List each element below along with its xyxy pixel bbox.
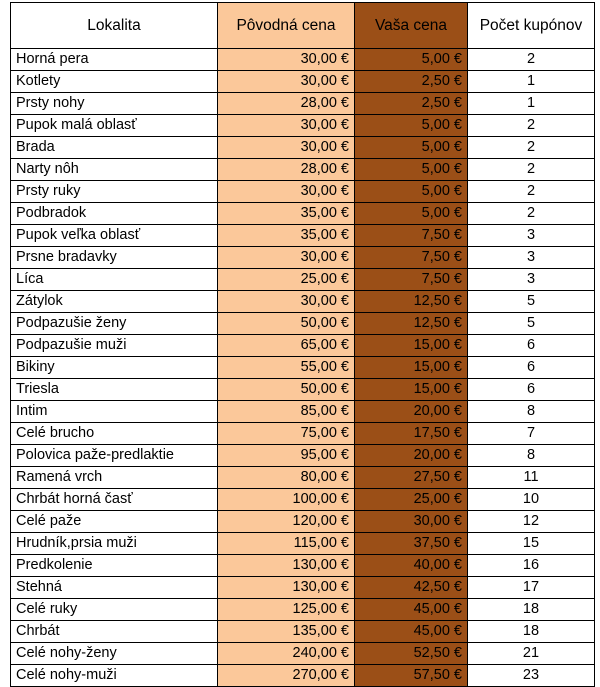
original-price-cell: 30,00 € (218, 247, 355, 269)
location-cell: Podbradok (11, 203, 218, 225)
your-price-cell: 5,00 € (355, 49, 468, 71)
location-cell: Polovica paže-predlaktie (11, 445, 218, 467)
your-price-cell: 2,50 € (355, 71, 468, 93)
coupon-count-cell: 2 (468, 203, 595, 225)
table-row (11, 335, 595, 357)
header-your-price: Vaša cena (355, 3, 468, 49)
location-cell: Horná pera (11, 49, 218, 71)
your-price-cell: 5,00 € (355, 159, 468, 181)
coupon-count-cell: 2 (468, 115, 595, 137)
coupon-count-cell: 2 (468, 181, 595, 203)
header-row (11, 3, 595, 49)
table-row (11, 577, 595, 599)
location-cell: Chrbát horná časť (11, 489, 218, 511)
table-row (11, 137, 595, 159)
table-row (11, 71, 595, 93)
original-price-cell: 95,00 € (218, 445, 355, 467)
location-cell: Chrbát (11, 621, 218, 643)
coupon-count-cell: 7 (468, 423, 595, 445)
table-row (11, 93, 595, 115)
table-row (11, 49, 595, 71)
location-cell: Celé nohy-muži (11, 665, 218, 687)
table-row (11, 555, 595, 577)
table-row (11, 291, 595, 313)
location-cell: Celé brucho (11, 423, 218, 445)
your-price-cell: 5,00 € (355, 203, 468, 225)
location-cell: Celé paže (11, 511, 218, 533)
original-price-cell: 28,00 € (218, 159, 355, 181)
coupon-count-cell: 11 (468, 467, 595, 489)
your-price-cell: 5,00 € (355, 181, 468, 203)
table-row (11, 401, 595, 423)
your-price-cell: 5,00 € (355, 137, 468, 159)
coupon-count-cell: 1 (468, 71, 595, 93)
location-cell: Brada (11, 137, 218, 159)
your-price-cell: 15,00 € (355, 335, 468, 357)
table-row (11, 115, 595, 137)
original-price-cell: 135,00 € (218, 621, 355, 643)
location-cell: Prsty nohy (11, 93, 218, 115)
location-cell: Pupok malá oblasť (11, 115, 218, 137)
your-price-cell: 2,50 € (355, 93, 468, 115)
original-price-cell: 115,00 € (218, 533, 355, 555)
header-coupons: Počet kupónov (468, 3, 595, 49)
location-cell: Hrudník,prsia muži (11, 533, 218, 555)
location-cell: Stehná (11, 577, 218, 599)
your-price-cell: 12,50 € (355, 291, 468, 313)
table-row (11, 159, 595, 181)
original-price-cell: 35,00 € (218, 225, 355, 247)
original-price-cell: 270,00 € (218, 665, 355, 687)
original-price-cell: 35,00 € (218, 203, 355, 225)
original-price-cell: 50,00 € (218, 379, 355, 401)
location-cell: Bikiny (11, 357, 218, 379)
location-cell: Celé ruky (11, 599, 218, 621)
location-cell: Predkolenie (11, 555, 218, 577)
table-row (11, 665, 595, 687)
your-price-cell: 7,50 € (355, 247, 468, 269)
table-row (11, 621, 595, 643)
your-price-cell: 7,50 € (355, 269, 468, 291)
table-row (11, 445, 595, 467)
location-cell: Triesla (11, 379, 218, 401)
table-row (11, 511, 595, 533)
coupon-count-cell: 15 (468, 533, 595, 555)
your-price-cell: 15,00 € (355, 379, 468, 401)
header-original-price: Pôvodná cena (218, 3, 355, 49)
table-row (11, 269, 595, 291)
coupon-count-cell: 12 (468, 511, 595, 533)
original-price-cell: 130,00 € (218, 555, 355, 577)
coupon-count-cell: 2 (468, 159, 595, 181)
coupon-count-cell: 3 (468, 225, 595, 247)
your-price-cell: 17,50 € (355, 423, 468, 445)
header-location: Lokalita (11, 3, 218, 49)
coupon-count-cell: 18 (468, 621, 595, 643)
table-row (11, 357, 595, 379)
your-price-cell: 45,00 € (355, 599, 468, 621)
coupon-count-cell: 5 (468, 291, 595, 313)
original-price-cell: 75,00 € (218, 423, 355, 445)
original-price-cell: 28,00 € (218, 93, 355, 115)
coupon-count-cell: 1 (468, 93, 595, 115)
price-table-container (10, 2, 595, 687)
coupon-count-cell: 2 (468, 137, 595, 159)
coupon-count-cell: 10 (468, 489, 595, 511)
your-price-cell: 15,00 € (355, 357, 468, 379)
your-price-cell: 25,00 € (355, 489, 468, 511)
location-cell: Líca (11, 269, 218, 291)
table-row (11, 225, 595, 247)
your-price-cell: 45,00 € (355, 621, 468, 643)
table-body (11, 49, 595, 687)
original-price-cell: 100,00 € (218, 489, 355, 511)
original-price-cell: 65,00 € (218, 335, 355, 357)
original-price-cell: 130,00 € (218, 577, 355, 599)
your-price-cell: 40,00 € (355, 555, 468, 577)
your-price-cell: 57,50 € (355, 665, 468, 687)
table-row (11, 599, 595, 621)
coupon-count-cell: 5 (468, 313, 595, 335)
coupon-count-cell: 23 (468, 665, 595, 687)
your-price-cell: 20,00 € (355, 401, 468, 423)
table-row (11, 533, 595, 555)
coupon-count-cell: 6 (468, 335, 595, 357)
table-row (11, 489, 595, 511)
your-price-cell: 37,50 € (355, 533, 468, 555)
table-row (11, 423, 595, 445)
location-cell: Pupok veľka oblasť (11, 225, 218, 247)
original-price-cell: 25,00 € (218, 269, 355, 291)
price-table (10, 2, 595, 687)
original-price-cell: 30,00 € (218, 71, 355, 93)
original-price-cell: 80,00 € (218, 467, 355, 489)
table-row (11, 379, 595, 401)
original-price-cell: 30,00 € (218, 291, 355, 313)
your-price-cell: 27,50 € (355, 467, 468, 489)
coupon-count-cell: 18 (468, 599, 595, 621)
location-cell: Ramená vrch (11, 467, 218, 489)
location-cell: Kotlety (11, 71, 218, 93)
your-price-cell: 30,00 € (355, 511, 468, 533)
original-price-cell: 125,00 € (218, 599, 355, 621)
original-price-cell: 30,00 € (218, 137, 355, 159)
your-price-cell: 7,50 € (355, 225, 468, 247)
coupon-count-cell: 6 (468, 379, 595, 401)
your-price-cell: 42,50 € (355, 577, 468, 599)
coupon-count-cell: 3 (468, 247, 595, 269)
original-price-cell: 55,00 € (218, 357, 355, 379)
location-cell: Podpazušie muži (11, 335, 218, 357)
location-cell: Prsne bradavky (11, 247, 218, 269)
table-row (11, 203, 595, 225)
original-price-cell: 85,00 € (218, 401, 355, 423)
original-price-cell: 50,00 € (218, 313, 355, 335)
coupon-count-cell: 6 (468, 357, 595, 379)
coupon-count-cell: 21 (468, 643, 595, 665)
table-row (11, 181, 595, 203)
location-cell: Prsty ruky (11, 181, 218, 203)
table-row (11, 467, 595, 489)
coupon-count-cell: 3 (468, 269, 595, 291)
your-price-cell: 12,50 € (355, 313, 468, 335)
your-price-cell: 5,00 € (355, 115, 468, 137)
your-price-cell: 20,00 € (355, 445, 468, 467)
coupon-count-cell: 16 (468, 555, 595, 577)
coupon-count-cell: 2 (468, 49, 595, 71)
original-price-cell: 30,00 € (218, 181, 355, 203)
coupon-count-cell: 8 (468, 445, 595, 467)
table-row (11, 247, 595, 269)
coupon-count-cell: 8 (468, 401, 595, 423)
original-price-cell: 120,00 € (218, 511, 355, 533)
table-row (11, 313, 595, 335)
location-cell: Narty nôh (11, 159, 218, 181)
location-cell: Podpazušie ženy (11, 313, 218, 335)
table-row (11, 643, 595, 665)
location-cell: Celé nohy-ženy (11, 643, 218, 665)
location-cell: Intim (11, 401, 218, 423)
your-price-cell: 52,50 € (355, 643, 468, 665)
original-price-cell: 30,00 € (218, 49, 355, 71)
coupon-count-cell: 17 (468, 577, 595, 599)
original-price-cell: 30,00 € (218, 115, 355, 137)
original-price-cell: 240,00 € (218, 643, 355, 665)
location-cell: Zátylok (11, 291, 218, 313)
